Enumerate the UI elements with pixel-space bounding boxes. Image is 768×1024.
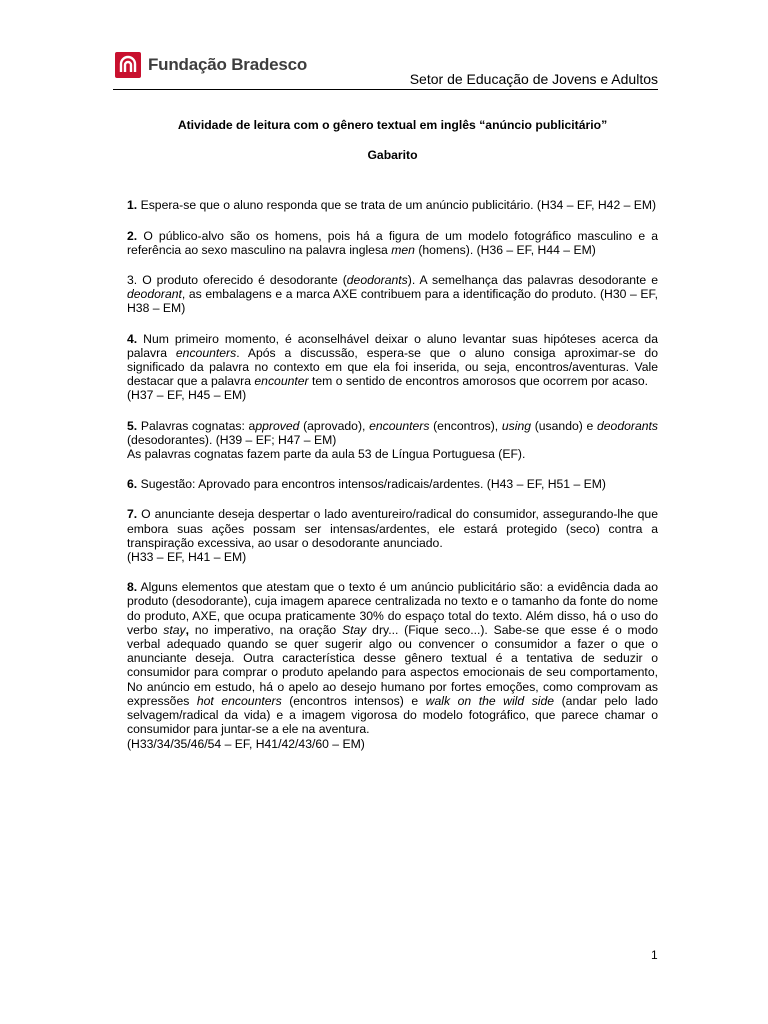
answer-text: (encontros intensos) e	[289, 693, 419, 708]
answer-italic-term: hot encounters	[196, 693, 282, 708]
answer-italic-term: pproved	[255, 418, 300, 433]
answer-4	[127, 332, 658, 403]
answer-7	[127, 507, 658, 564]
answer-italic-term: deodorants	[597, 418, 658, 433]
answer-text: dry... (Fique seco...). Sabe-se que esse é o modo verbal adequado quando se quer sugerir algo ou convencer o consumidor a fazer o que o anunciante deseja. Outra característica desse gênero textual é a tentativa de seduzir o consumidor para comprar o produto apelando para aspectos emocionais de seu comportamento, No anúncio em estudo, há o apelo ao desejo humano por fortes emoções, como comprovam as expressões	[127, 622, 659, 708]
answer-8	[127, 580, 658, 750]
answer-text: (usando) e	[534, 418, 594, 433]
answer-list	[127, 198, 658, 750]
answer-text: (aprovado),	[303, 418, 366, 433]
sector-title: Setor de Educação de Jovens e Adultos	[409, 71, 658, 87]
page-number: 1	[651, 948, 658, 962]
answer-text: Alguns elementos que atestam que o texto é um anúncio publicitário são: a evidência dada ao produto (desodorante), cuja imagem aparece centralizada no texto e o tamanho da fonte do nome do produto, AXE, que ocupa praticamente 30% do espaço total do texto. Além disso, há o uso do verbo	[127, 580, 658, 637]
header-divider	[113, 89, 658, 90]
answer-text: O público-alvo são os homens, pois há a figura de um modelo fotográfico masculino e a referência ao sexo masculino na palavra inglesa	[127, 228, 659, 257]
answer-text: (andar pelo lado selvagem/radical da vida) e a imagem vigorosa do modelo fotográfico, que parece chamar o consumidor para juntar-se a ele na aventura.	[127, 693, 659, 737]
answer-text: Sugestão: Aprovado para encontros intensos/radicais/ardentes. (H43 – EF, H51 – EM)	[140, 477, 606, 492]
answer-text: Num primeiro momento, é aconselhável deixar o aluno levantar suas hipóteses acerca da palavra	[127, 331, 658, 360]
answer-6	[127, 477, 658, 491]
answer-italic-term: using	[501, 418, 531, 433]
answer-text: tem o sentido de encontros amorosos que ocorrem por acaso.	[312, 374, 649, 389]
answer-italic-term: walk on the wild side	[425, 693, 555, 708]
answer-5	[127, 419, 658, 462]
answer-number: 7.	[127, 507, 138, 522]
answer-text: (homens). (H36 – EF, H44 – EM)	[418, 242, 596, 257]
answer-bold-comma: ,	[185, 622, 190, 637]
answer-italic-term: Stay	[341, 622, 367, 637]
answer-text: . Após a discussão, espera-se que o aluno consiga aproximar-se do significado da palavra no contexto em que ela foi inserida, ou seja, encontros/aventuras. Vale destacar que a palavra	[127, 345, 658, 389]
answer-text: O anunciante deseja despertar o lado aventureiro/radical do consumidor, assegurando-lhe que embora suas ações possam ser intensas/ardentes, ele estará protegido (seco) contra a transpiração excessiva, ao usar o desodorante anunciado.	[127, 507, 658, 550]
answer-number: 2.	[127, 228, 138, 243]
answer-number: 6.	[127, 477, 138, 492]
answer-number: 4.	[127, 331, 138, 346]
answer-text: ). A semelhança das palavras desodorante e	[407, 273, 658, 288]
answer-number: 5.	[127, 418, 138, 433]
answer-text: Espera-se que o aluno responda que se trata de um anúncio publicitário. (H34 – EF, H42 – EM)	[140, 198, 657, 213]
logo-text: Fundação Bradesco	[148, 55, 308, 74]
document-body	[127, 118, 658, 767]
bradesco-logo-icon	[115, 52, 141, 78]
answer-note: As palavras cognatas fazem parte da aula 53 de Língua Portuguesa (EF).	[127, 447, 526, 462]
answer-text: O produto oferecido é desodorante (	[142, 273, 347, 288]
answer-italic-term: encounters	[369, 418, 430, 433]
document-title: Atividade de leitura com o gênero textual em inglês “anúncio publicitário”	[177, 118, 608, 132]
skill-codes: (H33 – EF, H41 – EM)	[127, 550, 247, 565]
answer-italic-term: encounter	[254, 374, 309, 389]
answer-italic-term: men	[391, 242, 415, 257]
answer-number: 3.	[127, 273, 138, 288]
answer-3	[127, 273, 658, 316]
answer-text: (desodorantes). (H39 – EF; H47 – EM)	[127, 432, 337, 447]
answer-italic-term: encounters	[175, 345, 237, 360]
skill-codes: (H33/34/35/46/54 – EF, H41/42/43/60 – EM)	[127, 736, 365, 751]
answer-italic-term: deodorant	[127, 287, 182, 302]
answer-text: Palavras cognatas: a	[140, 418, 256, 433]
document-subtitle: Gabarito	[367, 148, 418, 163]
answer-number: 8.	[127, 580, 138, 595]
answer-text: (encontros),	[433, 418, 499, 433]
answer-1	[127, 198, 658, 212]
answer-italic-term: deodorants	[346, 273, 408, 288]
answer-2	[127, 229, 658, 257]
answer-italic-term: stay	[163, 622, 186, 637]
skill-codes: (H37 – EF, H45 – EM)	[127, 388, 247, 403]
fundacao-bradesco-logo	[115, 52, 307, 78]
answer-text: , as embalagens e a marca AXE contribuem para a identificação do produto. (H30 – EF, H38 – EM)	[127, 287, 658, 316]
answer-number: 1.	[127, 198, 138, 213]
answer-text: no imperativo, na oração	[194, 622, 337, 637]
